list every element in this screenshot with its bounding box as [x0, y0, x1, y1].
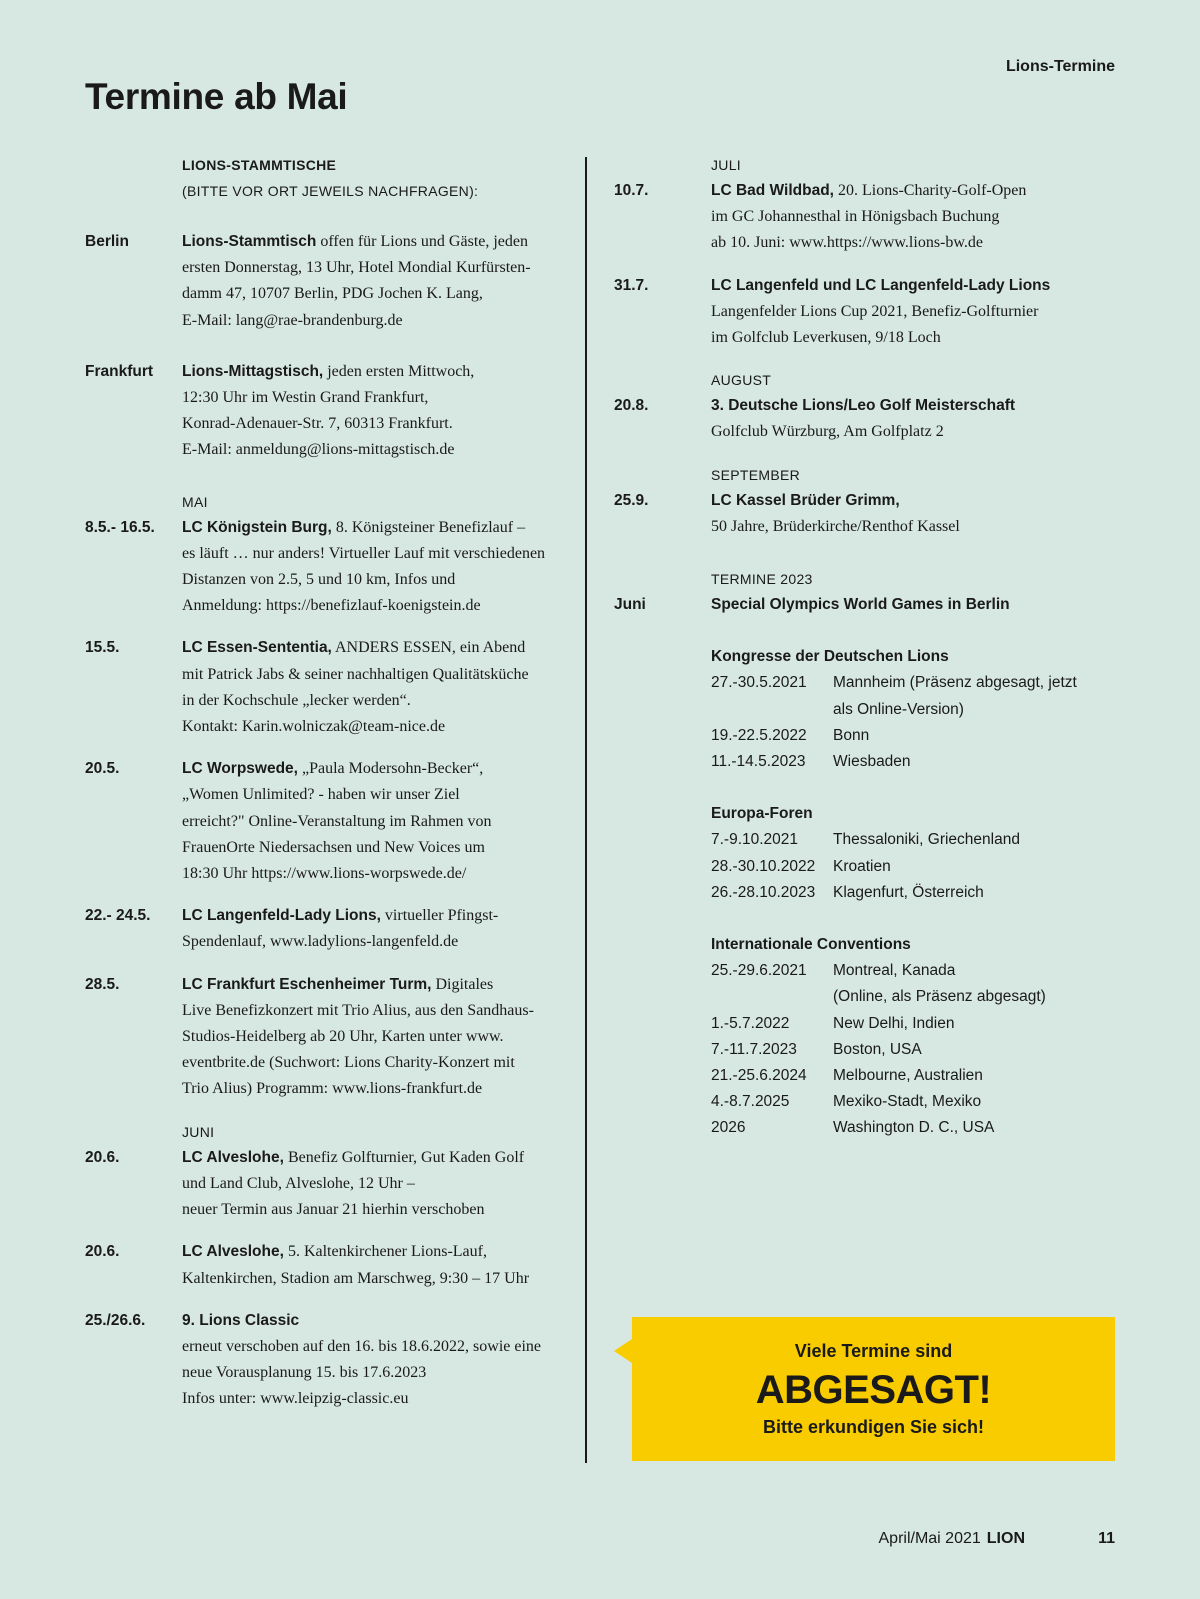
- callout-line-1: Viele Termine sind: [794, 1341, 953, 1361]
- venue-place: Bonn: [833, 726, 870, 744]
- venue-row: [711, 880, 1134, 906]
- event-text-line: mit Patrick Jabs & seiner nachhaltigen Qualitätsküche: [182, 665, 529, 683]
- venue-date: 7.-11.7.2023: [711, 1040, 797, 1058]
- conventions-title: Internationale Conventions: [711, 936, 911, 954]
- event-text-line: erneut verschoben auf den 16. bis 18.6.2022, sowie eine: [182, 1337, 542, 1355]
- event-date: 25.9.: [614, 491, 649, 509]
- event-description: [182, 756, 565, 887]
- issue-date: April/Mai 2021: [878, 1530, 981, 1547]
- event-entry: [85, 359, 565, 464]
- event-description: [711, 178, 1134, 257]
- event-entry: [614, 273, 1134, 352]
- event-text-line: Spendenlauf, www.ladylions-langenfeld.de: [182, 933, 459, 951]
- venue-place: Thessaloniki, Griechenland: [833, 831, 1020, 849]
- venue-date: 28.-30.10.2022: [711, 857, 816, 875]
- stammtisch-heading: LIONS-STAMMTISCHE: [182, 157, 337, 173]
- event-description: [182, 903, 565, 955]
- event-description: [711, 273, 1134, 352]
- event-title: LC Langenfeld-Lady Lions,: [182, 907, 381, 925]
- event-title: LC Kassel Brüder Grimm,: [711, 491, 900, 509]
- event-text-line: 20. Lions-Charity-Golf-Open: [834, 182, 1027, 199]
- event-date: 25./26.6.: [85, 1311, 146, 1329]
- event-entry: [614, 488, 1134, 540]
- month-heading-september: SEPTEMBER: [711, 466, 801, 483]
- venue-place: als Online-Version): [833, 700, 964, 718]
- event-date: Juni: [614, 596, 646, 614]
- venue-place: Washington D. C., USA: [833, 1119, 995, 1137]
- event-text-line: im GC Johannesthal in Hönigsbach Buchung: [711, 208, 1000, 226]
- venue-row: [711, 723, 1134, 749]
- kongresse-title: Kongresse der Deutschen Lions: [711, 648, 949, 666]
- event-date: 15.5.: [85, 639, 120, 657]
- event-text-line: damm 47, 10707 Berlin, PDG Jochen K. Lang,: [182, 285, 483, 303]
- issue-info: [879, 1530, 1026, 1548]
- conventions-block: [711, 932, 1134, 1142]
- event-entry: [85, 635, 565, 740]
- venue-row: [711, 749, 1134, 775]
- event-text-line: E-Mail: lang@rae-brandenburg.de: [182, 311, 403, 329]
- venue-date: 21.-25.6.2024: [711, 1067, 807, 1085]
- event-entry: [85, 1308, 565, 1413]
- magazine-name: LION: [986, 1530, 1025, 1547]
- venue-place: Mexiko-Stadt, Mexiko: [833, 1093, 982, 1111]
- event-text-line: E-Mail: anmeldung@lions-mittagstisch.de: [182, 441, 455, 459]
- event-text-line: ersten Donnerstag, 13 Uhr, Hotel Mondial Kurfürsten-: [182, 259, 531, 277]
- month-heading-juni: JUNI: [182, 1123, 215, 1140]
- month-heading-2023: TERMINE 2023: [711, 571, 813, 588]
- event-date: Berlin: [85, 233, 129, 250]
- venue-row: [711, 1115, 1134, 1141]
- venue-date: 26.-28.10.2023: [711, 883, 816, 901]
- callout-headline: ABGESAGT!: [755, 1368, 992, 1412]
- event-entry: [614, 592, 1134, 618]
- event-description: [182, 515, 565, 620]
- event-entry: [614, 178, 1134, 257]
- event-date: 22.- 24.5.: [85, 907, 151, 925]
- event-title: LC Frankfurt Eschenheimer Turm,: [182, 975, 432, 993]
- event-text-line: neuer Termin aus Januar 21 hierhin verschoben: [182, 1201, 485, 1219]
- event-text-line: 5. Kaltenkirchener Lions-Lauf,: [283, 1243, 487, 1261]
- venue-row: [711, 827, 1134, 853]
- event-text-line: Golfclub Würzburg, Am Golfplatz 2: [711, 423, 944, 441]
- event-date: 20.5.: [85, 760, 120, 778]
- event-title: LC Langenfeld und LC Langenfeld-Lady Lions: [711, 276, 1051, 294]
- event-text-line: Distanzen von 2.5, 5 und 10 km, Infos und: [182, 571, 456, 589]
- event-text-line: erreicht?" Online-Veranstaltung im Rahmen von: [182, 812, 492, 830]
- venue-place: Melbourne, Australien: [833, 1067, 983, 1085]
- europa-block: [711, 801, 1134, 906]
- event-text-line: Kontakt: Karin.wolniczak@team-nice.de: [182, 718, 446, 736]
- event-text-line: Benefiz Golfturnier, Gut Kaden Golf: [283, 1148, 525, 1166]
- venue-row: [711, 1037, 1134, 1063]
- event-description: [182, 1145, 565, 1224]
- venue-date: 19.-22.5.2022: [711, 726, 807, 744]
- event-text-line: im Golfclub Leverkusen, 9/18 Loch: [711, 329, 941, 347]
- venue-place: Kroatien: [833, 857, 891, 875]
- stammtisch-subheading: (BITTE VOR ORT JEWEILS NACHFRAGEN):: [182, 183, 479, 199]
- venue-place: Mannheim (Präsenz abgesagt, jetzt: [833, 674, 1077, 692]
- event-text-line: 8. Königsteiner Benefizlauf –: [331, 518, 526, 536]
- venue-place: Wiesbaden: [833, 753, 911, 771]
- venue-date: 7.-9.10.2021: [711, 831, 799, 849]
- event-date: Frankfurt: [85, 362, 154, 380]
- event-date: 28.5.: [85, 975, 120, 993]
- event-title: Lions-Mittagstisch,: [182, 362, 324, 380]
- venue-date: 4.-8.7.2025: [711, 1093, 790, 1111]
- event-text-line: FrauenOrte Niedersachsen und New Voices um: [182, 838, 485, 856]
- venue-place: Klagenfurt, Österreich: [833, 883, 984, 901]
- event-text-line: jeden ersten Mittwoch,: [323, 362, 475, 380]
- event-text-line: Digitales: [431, 975, 494, 993]
- event-description: [182, 972, 565, 1103]
- venue-row: [711, 670, 1134, 696]
- section-label: Lions-Termine: [1005, 58, 1115, 75]
- event-text-line: „Paula Modersohn-Becker“,: [297, 760, 484, 778]
- venue-row: [711, 697, 1134, 723]
- venue-date: 2026: [711, 1119, 746, 1137]
- event-text-line: eventbrite.de (Suchwort: Lions Charity-Konzert mit: [182, 1054, 515, 1072]
- venue-place: New Delhi, Indien: [833, 1014, 955, 1032]
- venue-row: [711, 1011, 1134, 1037]
- event-text-line: virtueller Pfingst-: [380, 907, 499, 925]
- venue-date: 11.-14.5.2023: [711, 753, 806, 771]
- cancellation-callout: [632, 1317, 1115, 1461]
- event-text-line: „Women Unlimited? - haben wir unser Ziel: [182, 786, 460, 804]
- venue-date: 27.-30.5.2021: [711, 674, 807, 692]
- event-title: 3. Deutsche Lions/Leo Golf Meisterschaft: [711, 397, 1016, 415]
- event-text-line: 12:30 Uhr im Westin Grand Frankfurt,: [182, 389, 429, 407]
- event-date: 10.7.: [614, 182, 649, 199]
- event-description: [182, 1239, 565, 1291]
- column-divider: [585, 157, 587, 1463]
- page-number: 11: [1098, 1530, 1115, 1547]
- event-text-line: Trio Alius) Programm: www.lions-frankfurt.de: [182, 1080, 483, 1098]
- event-description: [711, 488, 1134, 540]
- event-text-line: ANDERS ESSEN, ein Abend: [331, 639, 526, 657]
- event-title: LC Bad Wildbad,: [711, 182, 834, 199]
- month-heading-august: AUGUST: [711, 372, 772, 389]
- venue-date: 1.-5.7.2022: [711, 1014, 790, 1032]
- event-entry: [85, 903, 565, 955]
- event-entry: [85, 1145, 565, 1224]
- event-date: 20.6.: [85, 1148, 120, 1166]
- event-date: 8.5.- 16.5.: [85, 518, 155, 536]
- europa-title: Europa-Foren: [711, 805, 813, 823]
- event-description: [182, 635, 565, 740]
- venue-row: [711, 958, 1134, 984]
- event-title: Lions-Stammtisch: [182, 233, 317, 250]
- event-title: LC Essen-Sententia,: [182, 639, 332, 657]
- event-entry: [85, 972, 565, 1103]
- event-title: LC Alveslohe,: [182, 1148, 284, 1166]
- event-text-line: es läuft … nur anders! Virtueller Lauf mit verschiedenen: [182, 544, 546, 562]
- venue-row: [711, 1063, 1134, 1089]
- event-entry: [614, 393, 1134, 445]
- event-text-line: Konrad-Adenauer-Str. 7, 60313 Frankfurt.: [182, 415, 453, 433]
- event-text-line: offen für Lions und Gäste, jeden: [316, 233, 529, 250]
- event-text-line: Infos unter: www.leipzig-classic.eu: [182, 1390, 409, 1408]
- event-description: [182, 1308, 565, 1413]
- event-text-line: Kaltenkirchen, Stadion am Marschweg, 9:30 – 17 Uhr: [182, 1269, 530, 1287]
- event-title: 9. Lions Classic: [182, 1311, 300, 1329]
- event-text-line: in der Kochschule „lecker werden“.: [182, 691, 411, 709]
- event-text-line: neue Vorausplanung 15. bis 17.6.2023: [182, 1364, 427, 1382]
- event-description: [711, 592, 1134, 618]
- callout-line-3: Bitte erkundigen Sie sich!: [762, 1417, 985, 1437]
- venue-place: (Online, als Präsenz abgesagt): [833, 988, 1046, 1006]
- event-text-line: und Land Club, Alveslohe, 12 Uhr –: [182, 1174, 415, 1192]
- venue-date: [711, 984, 833, 1010]
- left-column: [85, 152, 565, 1429]
- event-text-line: 50 Jahre, Brüderkirche/Renthof Kassel: [711, 517, 960, 535]
- kongresse-block: [711, 644, 1134, 775]
- event-text-line: Live Benefizkonzert mit Trio Alius, aus den Sandhaus-: [182, 1001, 534, 1019]
- event-date: 31.7.: [614, 276, 649, 294]
- event-title: LC Worpswede,: [182, 760, 298, 778]
- venue-row: [711, 984, 1134, 1010]
- event-entry: [85, 515, 565, 620]
- event-text-line: Studios-Heidelberg ab 20 Uhr, Karten unter www.: [182, 1028, 504, 1046]
- month-heading-mai: MAI: [182, 493, 208, 510]
- event-entry: [85, 756, 565, 887]
- event-date: 20.8.: [614, 397, 649, 415]
- event-text-line: Anmeldung: https://benefizlauf-koenigstein.de: [182, 597, 481, 615]
- event-text-line: Langenfelder Lions Cup 2021, Benefiz-Golfturnier: [711, 302, 1039, 320]
- event-title: LC Alveslohe,: [182, 1243, 284, 1261]
- right-column: [614, 152, 1134, 1142]
- event-title: LC Königstein Burg,: [182, 518, 332, 536]
- venue-date: [711, 697, 833, 723]
- venue-row: [711, 1089, 1134, 1115]
- venue-place: Montreal, Kanada: [833, 962, 956, 980]
- event-entry: [85, 229, 565, 334]
- event-text-line: 18:30 Uhr https://www.lions-worpswede.de/: [182, 865, 467, 883]
- event-text-line: ab 10. Juni: www.https://www.lions-bw.de: [711, 234, 983, 252]
- venue-place: Boston, USA: [833, 1040, 922, 1058]
- event-description: [182, 359, 565, 464]
- event-description: [711, 393, 1134, 445]
- page-title: Termine ab Mai: [85, 76, 348, 117]
- event-entry: [85, 1239, 565, 1291]
- event-title: Special Olympics World Games in Berlin: [711, 596, 1010, 614]
- month-heading-juli: JULI: [711, 157, 741, 173]
- venue-date: 25.-29.6.2021: [711, 962, 807, 980]
- event-description: [182, 229, 565, 334]
- venue-row: [711, 854, 1134, 880]
- event-date: 20.6.: [85, 1243, 120, 1261]
